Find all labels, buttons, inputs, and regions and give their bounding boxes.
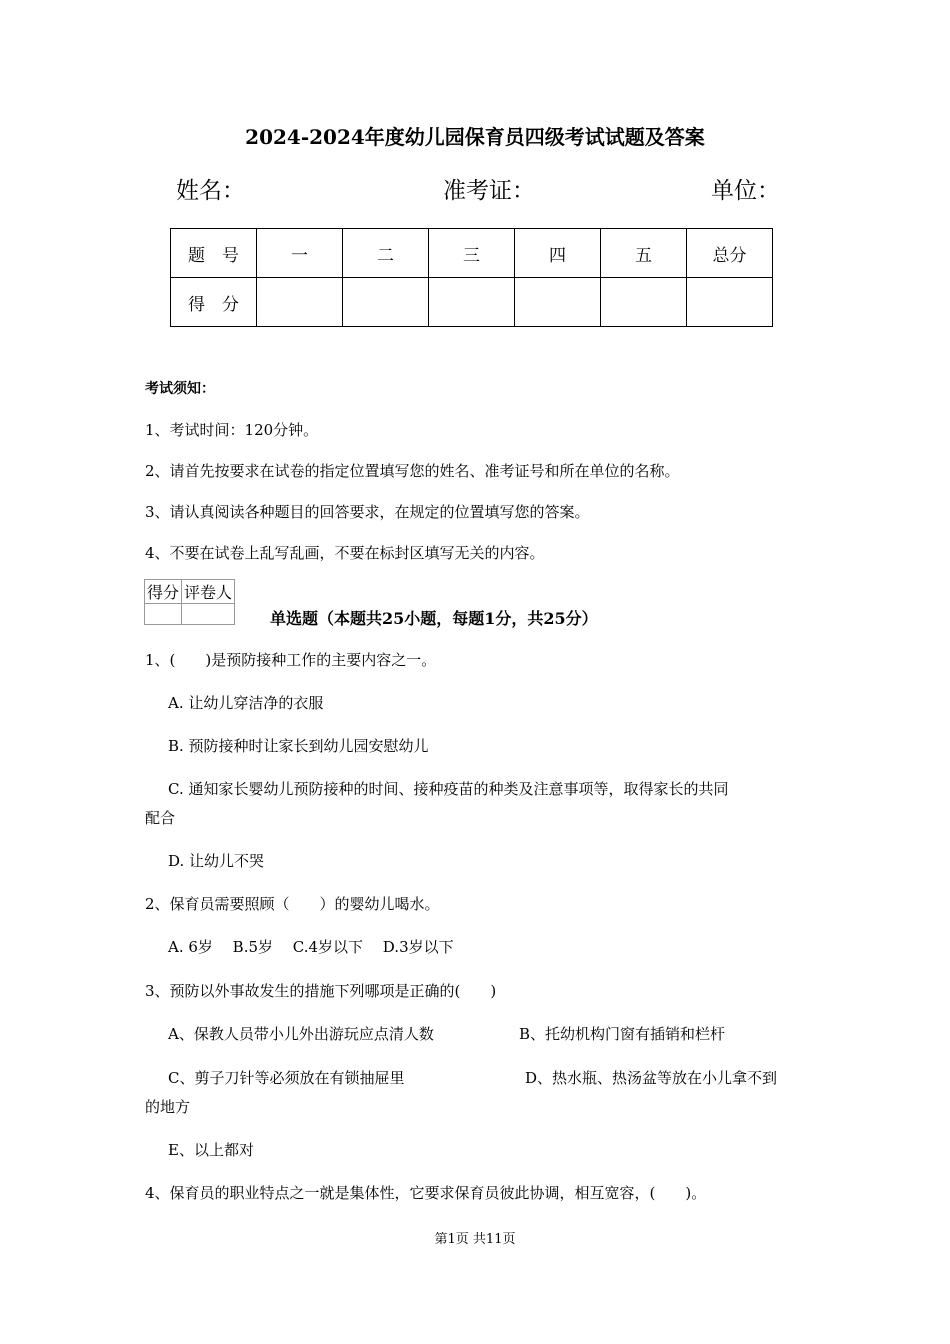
score-table-header-row (171, 229, 773, 278)
grader-score-cell (145, 604, 182, 625)
notice-item: 1、考试时间：120分钟。 (145, 421, 319, 439)
score-table-col-2: 二 (343, 229, 429, 278)
question-1-option-a: A. 让幼儿穿洁净的衣服 (168, 694, 324, 712)
question-1-stem: 1、( )是预防接种工作的主要内容之一。 (145, 651, 437, 669)
score-cell (429, 278, 515, 327)
score-table-col-5: 五 (601, 229, 687, 278)
section-title: 单选题（本题共25小题，每题1分，共25分） (270, 609, 598, 628)
question-3-option-d: D、热水瓶、热汤盆等放在小儿拿不到 (525, 1069, 778, 1087)
notice-item: 3、请认真阅读各种题目的回答要求，在规定的位置填写您的答案。 (145, 503, 590, 521)
question-2-options: A. 6岁 B.5岁 C.4岁以下 D.3岁以下 (168, 938, 454, 956)
question-3-option-d-cont: 的地方 (145, 1098, 191, 1116)
question-2-stem: 2、保育员需要照顾（ ）的婴幼儿喝水。 (145, 895, 440, 913)
grader-box (144, 579, 235, 625)
question-3-option-a: A、保教人员带小儿外出游玩应点清人数 (168, 1025, 434, 1043)
page-footer: 第1页 共11页 (434, 1232, 516, 1247)
notice-item: 4、不要在试卷上乱写乱画，不要在标封区填写无关的内容。 (145, 544, 545, 562)
score-table-header-label: 题 号 (171, 229, 257, 278)
exam-id-field-label: 准考证： (443, 178, 535, 204)
score-table (170, 228, 773, 327)
score-cell (515, 278, 601, 327)
page-title: 2024-2024年度幼儿园保育员四级考试试题及答案 (245, 125, 705, 149)
score-cell (257, 278, 343, 327)
question-1-option-b: B. 预防接种时让家长到幼儿园安慰幼儿 (168, 737, 429, 755)
grader-name-label: 评卷人 (182, 580, 235, 604)
notice-item: 2、请首先按要求在试卷的指定位置填写您的姓名、准考证号和所在单位的名称。 (145, 462, 680, 480)
grader-score-label: 得分 (145, 580, 182, 604)
question-3-option-b: B、托幼机构门窗有插销和栏杆 (519, 1025, 726, 1043)
notice-heading: 考试须知： (145, 381, 215, 397)
score-table-score-label: 得 分 (171, 278, 257, 327)
score-table-col-3: 三 (429, 229, 515, 278)
score-cell (343, 278, 429, 327)
score-table-col-4: 四 (515, 229, 601, 278)
score-cell (687, 278, 773, 327)
question-3-stem: 3、预防以外事故发生的措施下列哪项是正确的( ) (145, 982, 497, 1000)
question-1-option-c-cont: 配合 (145, 809, 176, 827)
unit-field-label: 单位： (711, 178, 780, 204)
grader-name-cell (182, 604, 235, 625)
name-field-label: 姓名： (176, 178, 245, 204)
question-4-stem: 4、保育员的职业特点之一就是集体性，它要求保育员彼此协调，相互宽容，( )。 (145, 1184, 707, 1202)
score-cell (601, 278, 687, 327)
score-table-col-total: 总分 (687, 229, 773, 278)
score-table-score-row (171, 278, 773, 327)
question-3-option-e: E、以上都对 (168, 1141, 254, 1159)
score-table-col-1: 一 (257, 229, 343, 278)
question-3-option-c: C、剪子刀针等必须放在有锁抽屉里 (168, 1069, 405, 1087)
question-1-option-d: D. 让幼儿不哭 (168, 852, 265, 870)
question-1-option-c: C. 通知家长婴幼儿预防接种的时间、接种疫苗的种类及注意事项等，取得家长的共同 (168, 780, 729, 798)
